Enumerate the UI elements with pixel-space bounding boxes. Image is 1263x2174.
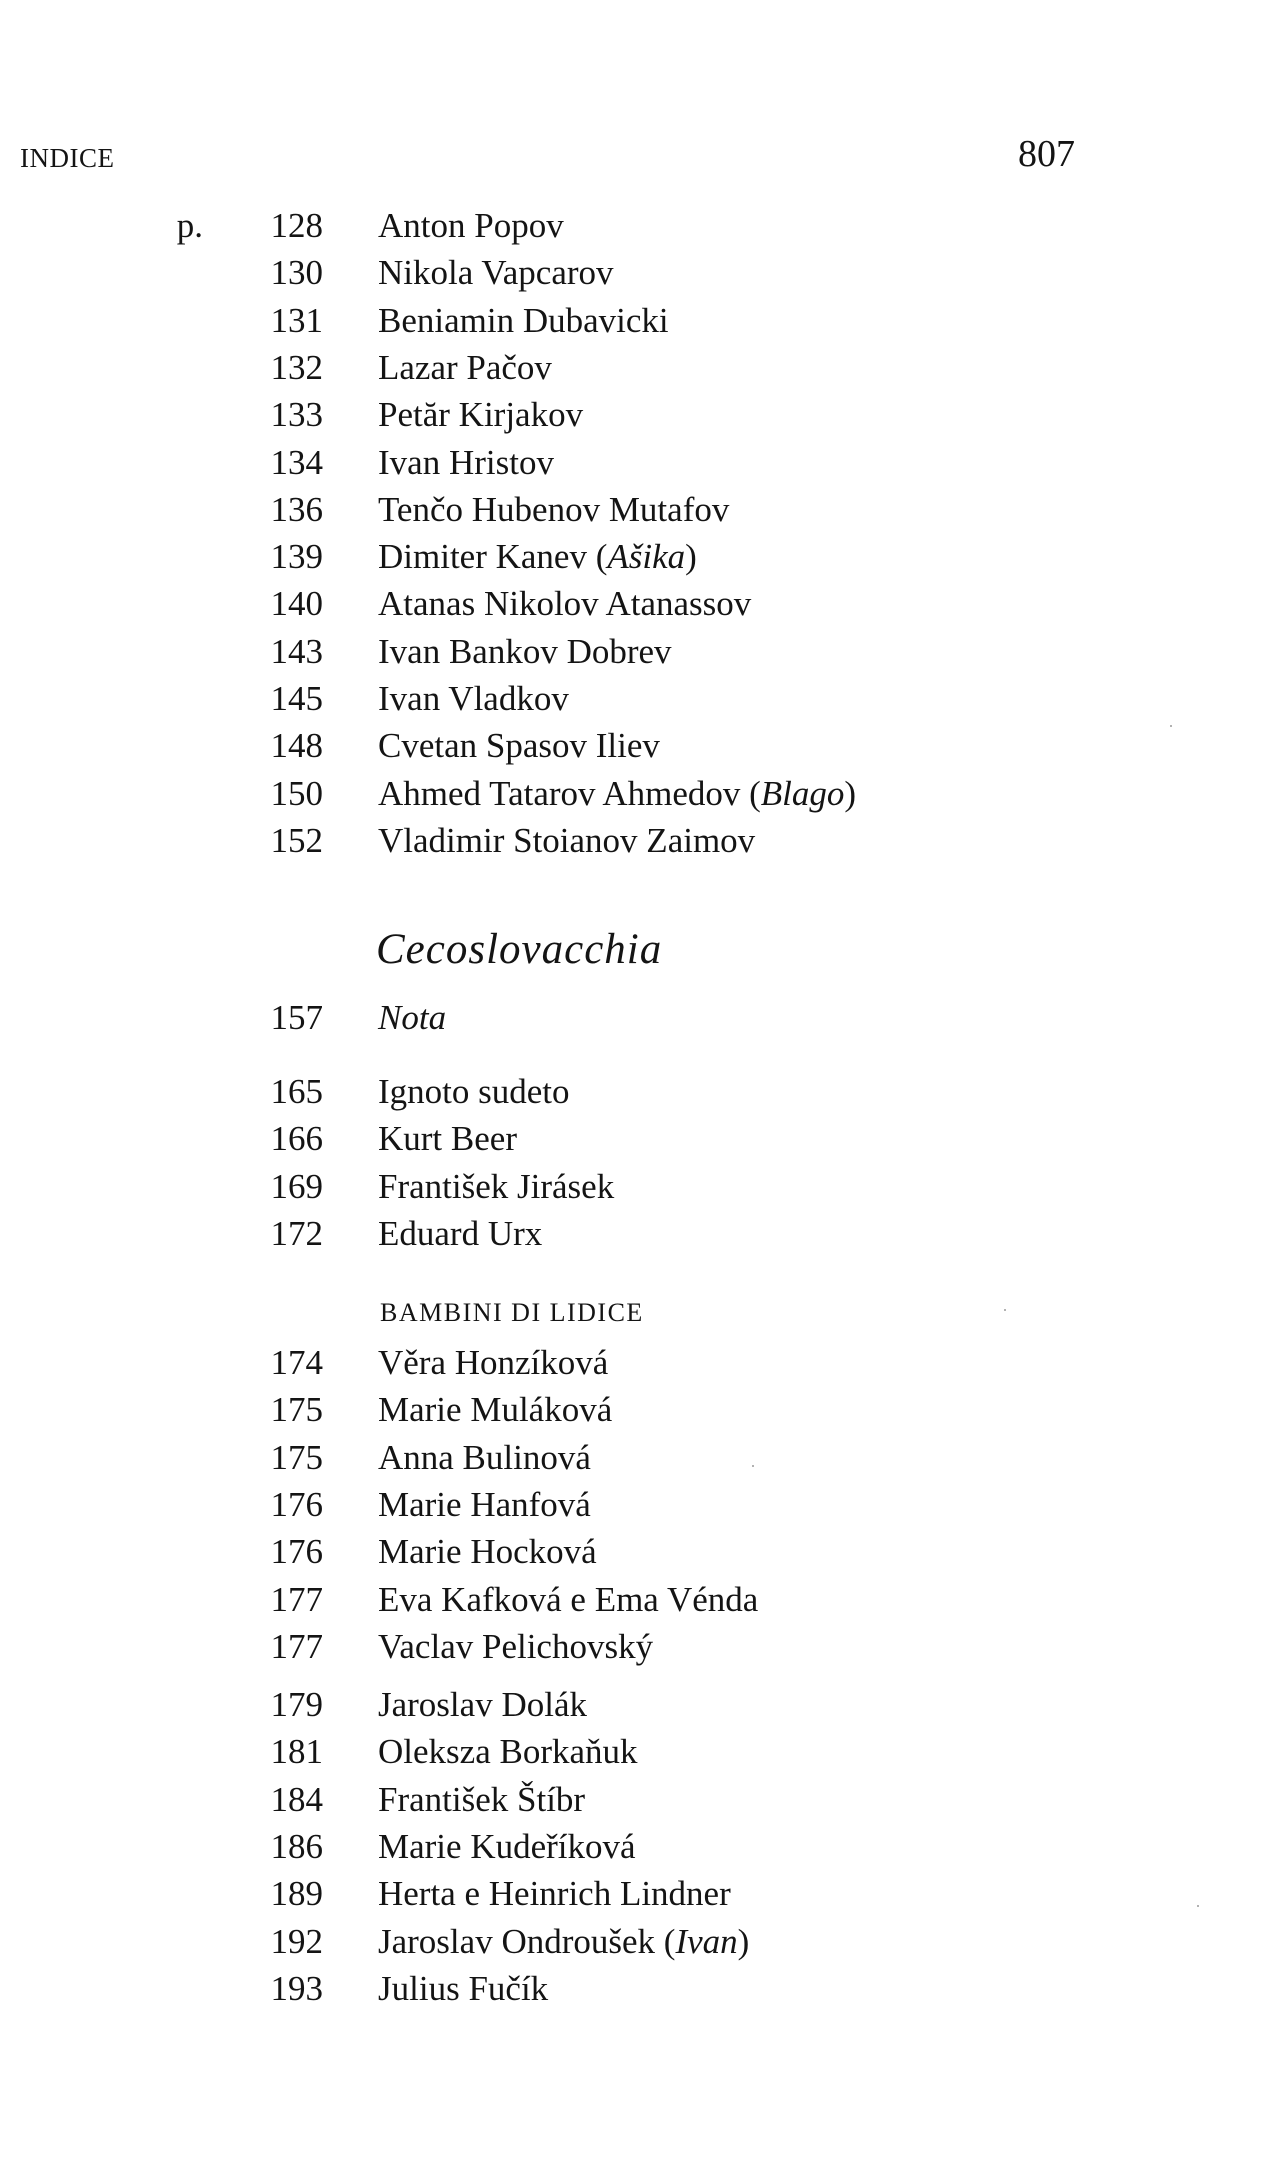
entry-page-number: 177	[270, 1579, 323, 1619]
index-entry	[0, 818, 1263, 864]
index-entry	[0, 345, 1263, 391]
entry-page-number: 133	[270, 395, 323, 435]
entry-page-number: 179	[270, 1685, 323, 1724]
entry-page-number: 143	[270, 631, 323, 671]
entry-name-text: Marie Hocková	[378, 1532, 597, 1572]
entry-page-number: 176	[270, 1484, 323, 1524]
entry-page-number: 181	[270, 1732, 323, 1772]
entry-name	[378, 1966, 548, 2012]
entry-name-text: Anton Popov	[378, 206, 564, 245]
index-entry	[0, 392, 1263, 438]
entry-name-text: Ivan Vladkov	[378, 679, 569, 718]
entry-name	[378, 1340, 608, 1386]
entry-name-text: Ahmed Tatarov Ahmedov	[378, 773, 741, 813]
entry-page-number: 131	[270, 300, 323, 340]
entry-name	[378, 1871, 731, 1917]
entry-name-text: Eduard Urx	[378, 1213, 543, 1253]
index-entry	[0, 487, 1263, 533]
entry-page-number: 136	[270, 489, 323, 529]
scan-speck	[1197, 1905, 1199, 1907]
index-entry	[0, 723, 1263, 769]
index-entry	[0, 1116, 1263, 1162]
entry-name	[378, 581, 751, 627]
index-entry	[0, 298, 1263, 344]
index-entry	[0, 1211, 1263, 1257]
index-entry	[0, 250, 1263, 296]
entry-name	[378, 676, 569, 722]
running-header-section: INDICE	[20, 143, 115, 173]
section-title: Cecoslovacchia	[376, 926, 663, 973]
entry-page-number: 128	[270, 206, 323, 245]
entry-name-text: Dimiter Kanev	[378, 537, 587, 577]
entry-name-text: Eva Kafková e Ema Vénda	[378, 1579, 759, 1619]
entry-page-number: 189	[270, 1874, 323, 1914]
entry-name-text: Marie Hanfová	[378, 1484, 591, 1524]
index-entry	[0, 1824, 1263, 1870]
entry-name	[378, 345, 552, 391]
entry-page-number: 186	[270, 1826, 323, 1866]
entry-page-number: 139	[270, 537, 323, 577]
entry-name	[378, 1777, 585, 1823]
entry-name-text: Kurt Beer	[378, 1119, 517, 1159]
index-entry	[0, 1577, 1263, 1623]
entry-name-text: Julius Fučík	[378, 1968, 549, 2008]
index-entry	[0, 1069, 1263, 1115]
entry-name-text: František Štíbr	[378, 1779, 586, 1819]
index-entry	[0, 771, 1263, 817]
entry-page-number: 176	[270, 1532, 323, 1572]
entry-name	[378, 1824, 636, 1870]
scan-speck	[1004, 1309, 1006, 1311]
entry-name-text: Věra Honzíková	[378, 1343, 609, 1382]
index-entry	[0, 1729, 1263, 1775]
entry-name-text: Nikola Vapcarov	[378, 253, 614, 293]
entry-page-number: 193	[270, 1968, 323, 2008]
page-prefix: p.	[176, 206, 203, 245]
entry-name	[378, 298, 669, 344]
entry-page-number: 174	[270, 1343, 323, 1382]
subheading: BAMBINI DI LIDICE	[380, 1298, 644, 1327]
entry-name	[378, 1069, 570, 1115]
entry-name-text: Jaroslav Ondroušek	[378, 1921, 656, 1961]
index-entry	[0, 1387, 1263, 1433]
index-entry	[0, 1966, 1263, 2012]
index-entry	[0, 1919, 1263, 1965]
page-number: 807	[1018, 133, 1075, 175]
entry-name: Ahmed Tatarov Ahmedov (Blago)	[378, 773, 857, 813]
entry-name	[378, 1529, 597, 1575]
index-entry	[0, 440, 1263, 486]
entry-page-number: 175	[270, 1390, 323, 1430]
entry-name	[378, 1164, 614, 1210]
index-entry	[0, 676, 1263, 722]
entry-page-number: 132	[270, 347, 323, 387]
entry-name-text: Petăr Kirjakov	[378, 395, 584, 435]
entry-page-number: 157	[270, 998, 323, 1037]
entry-name-text: Ignoto sudeto	[378, 1072, 570, 1111]
index-entry	[0, 629, 1263, 675]
entry-name	[378, 203, 564, 249]
entry-name	[378, 250, 614, 296]
entry-name-text: František Jirásek	[378, 1166, 615, 1206]
index-entry	[0, 1164, 1263, 1210]
index-entry	[0, 1340, 1263, 1386]
entry-page-number: 150	[270, 773, 323, 813]
entry-name-text: Oleksza Borkaňuk	[378, 1732, 638, 1772]
entry-name	[378, 440, 554, 486]
entry-name	[378, 487, 729, 533]
entry-name-text: Atanas Nikolov Atanassov	[378, 584, 752, 624]
entry-page-number: 172	[270, 1213, 323, 1253]
index-entry	[0, 534, 1263, 580]
entry-page-number: 148	[270, 726, 323, 766]
entry-name: Jaroslav Ondroušek (Ivan)	[378, 1921, 750, 1961]
entry-name-text: Marie Muláková	[378, 1390, 613, 1430]
entry-name	[378, 1482, 591, 1528]
entry-page-number: 130	[270, 253, 323, 293]
entry-name	[378, 1116, 517, 1162]
entry-page-number: 166	[270, 1119, 323, 1159]
entry-name-text: Beniamin Dubavicki	[378, 300, 669, 340]
entry-name-text: Lazar Pačov	[378, 347, 552, 387]
entry-name: Nota	[378, 998, 447, 1037]
entry-page-number: 177	[270, 1626, 323, 1666]
entry-name-text: Marie Kudeříková	[378, 1826, 636, 1866]
entry-nickname: Ivan	[675, 1921, 738, 1961]
entry-name-text: Tenčo Hubenov Mutafov	[378, 489, 730, 529]
index-entry	[0, 581, 1263, 627]
entry-name-text: Anna Bulinová	[378, 1437, 591, 1477]
entry-page-number: 175	[270, 1437, 323, 1477]
index-entry	[0, 1482, 1263, 1528]
entry-name	[378, 1577, 758, 1623]
entry-page-number: 145	[270, 679, 323, 718]
index-entry	[0, 1871, 1263, 1917]
entry-name-text: Ivan Bankov Dobrev	[378, 631, 672, 671]
entry-name	[378, 1211, 542, 1257]
index-entry	[0, 1777, 1263, 1823]
index-entry	[0, 203, 1263, 249]
index-entry-note	[0, 995, 1263, 1041]
entry-name-text: Cvetan Spasov Iliev	[378, 726, 660, 766]
entry-name	[378, 1729, 638, 1775]
entry-name: Dimiter Kanev (Ašika)	[378, 537, 697, 577]
entry-page-number: 169	[270, 1166, 323, 1206]
entry-name-text: Herta e Heinrich Lindner	[378, 1874, 731, 1914]
entry-page-number: 140	[270, 584, 323, 624]
scan-speck	[752, 1465, 754, 1467]
index-entry	[0, 1529, 1263, 1575]
entry-name-text: Vaclav Pelichovský	[378, 1626, 654, 1666]
entry-nickname: Ašika	[607, 537, 686, 577]
entry-name-text: Vladimir Stoianov Zaimov	[378, 820, 756, 860]
entry-page-number: 165	[270, 1072, 323, 1111]
entry-name-text: Ivan Hristov	[378, 442, 554, 482]
entry-page-number: 152	[270, 820, 323, 860]
scan-speck	[1170, 725, 1172, 727]
entry-name	[378, 1387, 612, 1433]
entry-name	[378, 723, 660, 769]
entry-page-number: 184	[270, 1779, 323, 1819]
index-entry	[0, 1624, 1263, 1670]
entry-nickname: Blago	[760, 773, 845, 813]
index-entry	[0, 1682, 1263, 1728]
entry-name	[378, 629, 672, 675]
entry-name	[378, 1435, 591, 1481]
entry-name	[378, 1624, 653, 1670]
entry-page-number: 134	[270, 442, 323, 482]
entry-name	[378, 1682, 587, 1728]
index-entry	[0, 1435, 1263, 1481]
entry-page-number: 192	[270, 1921, 323, 1961]
entry-name-text: Jaroslav Dolák	[378, 1685, 587, 1724]
entry-name	[378, 818, 755, 864]
entry-name	[378, 392, 583, 438]
